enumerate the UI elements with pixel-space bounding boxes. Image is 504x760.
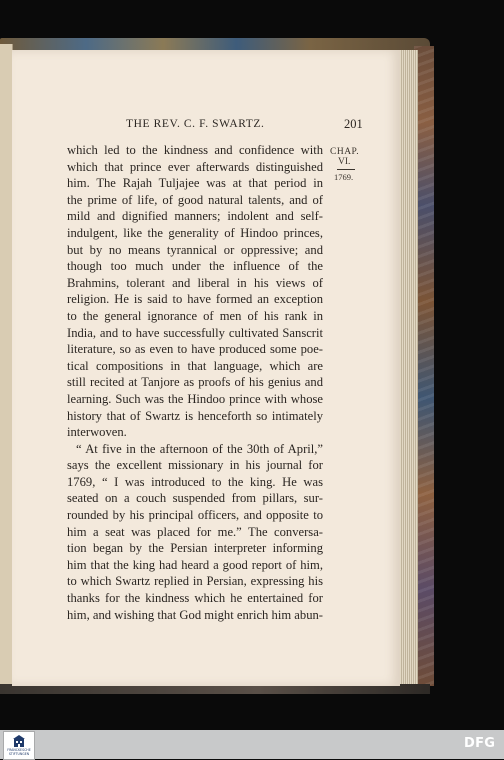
text-line: says the excellent missionary in his journal for xyxy=(67,458,323,473)
text-line: thanks for the kindness which he entertained for xyxy=(67,591,323,606)
text-line: seated on a couch suspended from pillars, sur- xyxy=(67,491,323,506)
margin-note-rule xyxy=(337,169,355,170)
margin-note-chapter-number: VI. xyxy=(338,157,351,167)
text-line: indulgent, like the generality of Hindoo princes, xyxy=(67,225,323,240)
text-line: to the general ignorance of men of his rank in xyxy=(67,308,323,323)
text-line: rounded by his principal officers, and opposite to xyxy=(67,508,323,523)
text-line: literature, so as even to have produced some poe- xyxy=(67,342,323,357)
orphanage-building-icon xyxy=(4,733,34,749)
text-line: Brahmins, tolerant and liberal in his views of xyxy=(67,275,323,290)
institution-logo[interactable] xyxy=(3,731,35,760)
text-line: him a seat was placed for me.” The conversa- xyxy=(67,524,323,539)
running-head: THE REV. C. F. SWARTZ. xyxy=(126,118,265,130)
page-number: 201 xyxy=(344,117,363,131)
page-stack-edge xyxy=(398,50,418,686)
text-line: which led to the kindness and confidence with xyxy=(67,143,323,157)
text-line: though too much under the influence of the xyxy=(67,259,323,274)
viewer-footer-bar xyxy=(0,730,504,759)
dfg-logo[interactable]: DFG xyxy=(464,736,496,751)
margin-note-chapter: CHAP. xyxy=(330,147,360,157)
text-line: “ At five in the afternoon of the 30th of April,” xyxy=(76,441,323,456)
text-line: history that of Swartz is henceforth so intimately xyxy=(67,408,323,423)
text-line: tical compositions in that language, which are xyxy=(67,358,323,373)
text-line: the prime of life, of good natural talents, and of xyxy=(67,192,323,207)
text-line: him. The Rajah Tuljajee was at that period in xyxy=(67,176,323,191)
text-line: which that prince ever afterwards distinguished xyxy=(67,159,323,174)
logo-text-line: FRANCKESCHE xyxy=(7,748,31,752)
text-line: interwoven. xyxy=(67,425,127,440)
text-line: him that the king had heard a good report of him, xyxy=(67,557,323,572)
text-line: mild and dignified manners; indolent and self- xyxy=(67,209,323,224)
text-line: to which Swartz replied in Persian, expressing his xyxy=(67,574,323,589)
logo-text-line: STIFTUNGEN xyxy=(8,751,30,756)
text-line: religion. He is said to have formed an exception xyxy=(67,292,323,307)
body-text xyxy=(67,142,323,623)
text-line: India, and to have successfully cultivated Sanscrit xyxy=(67,325,323,340)
margin-note-year: 1769. xyxy=(334,172,354,182)
text-line: but by no means tyrannical or oppressive; and xyxy=(67,242,323,257)
text-line: still recited at Tanjore as proofs of his genius and xyxy=(67,375,323,390)
text-line: tion began by the Persian interpreter informing xyxy=(67,541,323,556)
text-line: him, and wishing that God might enrich him abun- xyxy=(67,607,323,622)
text-line: learning. Such was the Hindoo prince with whose xyxy=(67,391,323,406)
text-line: 1769, “ I was introduced to the king. He was xyxy=(67,474,323,489)
